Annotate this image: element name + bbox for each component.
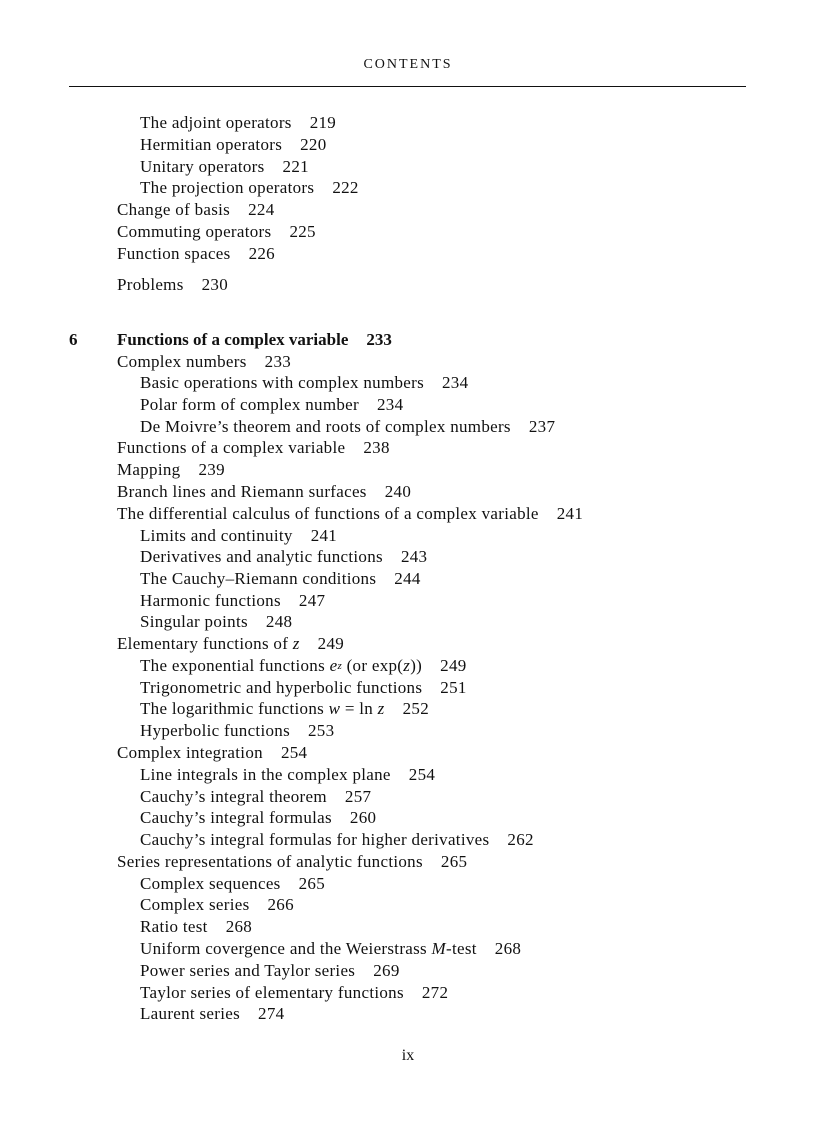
toc-entry [140,178,359,198]
entry-page: 239 [198,460,225,479]
chapter-title: Functions of a complex variable [117,330,349,349]
entry-title: Ratio test [140,917,208,936]
entry-title: Harmonic functions [140,591,281,610]
toc-entry [117,275,228,295]
entry-page: 240 [384,482,412,501]
entry-title: Singular points [140,612,248,631]
toc-entry [140,721,334,741]
entry-page: 233 [264,352,292,371]
entry-title: Unitary operators [140,157,265,176]
toc-entry [117,200,275,220]
toc-entry [140,983,448,1003]
toc-entry [140,678,467,698]
entry-page: 224 [248,200,275,219]
toc-entry [140,569,421,589]
toc-entry [140,699,429,719]
entry-title: Functions of a complex variable [117,438,346,457]
toc-entry [140,612,292,632]
entry-title: Mapping [117,460,181,479]
entry-title: Line integrals in the complex plane [140,765,391,784]
entry-page: 266 [267,895,294,914]
math-variable: z [377,699,385,718]
chapter-number: 6 [69,330,78,349]
entry-page: 247 [298,591,326,610]
entry-page: 244 [394,569,421,588]
entry-title: Branch lines and Riemann surfaces [117,482,367,501]
toc-entry [117,460,225,480]
entry-title: Basic operations with complex numbers [140,373,424,392]
entry-title: Complex series [140,895,250,914]
toc-entry [117,352,291,372]
toc-entry [117,482,411,502]
entry-title-part: )) [410,656,423,675]
entry-page: 249 [440,656,467,675]
toc-entry [140,1004,284,1024]
entry-page: 251 [440,678,467,697]
toc-entry [117,743,307,763]
entry-page: 254 [408,765,436,784]
entry-title: Commuting operators [117,222,272,241]
entry-title: Function spaces [117,244,231,263]
toc-entry [140,591,325,611]
toc-entry [140,808,376,828]
toc-entry [140,395,403,415]
toc-entry [140,830,534,850]
entry-page: 265 [440,852,468,871]
toc-entry [117,504,583,524]
entry-title-part: -test [446,939,477,958]
entry-title: Complex integration [117,743,263,762]
toc-entry [140,373,468,393]
entry-title: De Moivre’s theorem and roots of complex numbers [140,417,511,436]
toc-entry [140,157,309,177]
entry-title: Change of basis [117,200,231,219]
entry-page: 262 [507,830,534,849]
math-variable: z [403,656,411,675]
entry-title: Cauchy’s integral formulas for higher derivatives [140,830,490,849]
math-exponent: z [337,660,343,672]
entry-title: Trigonometric and hyperbolic functions [140,678,423,697]
entry-page: 221 [282,157,309,176]
entry-title: Limits and continuity [140,526,293,545]
entry-page: 265 [298,874,325,893]
entry-title: Uniform covergence and the Weierstrass [140,939,427,958]
entry-title: Cauchy’s integral formulas [140,808,332,827]
entry-title: Complex numbers [117,352,247,371]
chapter-page: 233 [366,330,392,349]
entry-title: Hermitian operators [140,135,283,154]
entry-title: Cauchy’s integral theorem [140,787,327,806]
entry-page: 269 [373,961,400,980]
entry-page: 260 [349,808,377,827]
toc-entry [140,961,400,981]
toc-entry [117,244,275,264]
entry-title: Complex sequences [140,874,281,893]
entry-page: 238 [363,438,390,457]
chapter-heading [117,330,392,350]
page-number: ix [401,1047,415,1064]
entry-title: Elementary functions of [117,634,289,653]
entry-title: The logarithmic functions [140,699,325,718]
toc-entry [140,417,555,437]
toc-entry [117,852,467,872]
toc-entry [140,939,521,959]
entry-title: Derivatives and analytic functions [140,547,383,566]
toc-entry [140,874,325,894]
entry-page: 234 [442,373,469,392]
entry-page: 225 [289,222,316,241]
entry-page: 253 [308,721,335,740]
entry-title: The differential calculus of functions of a complex variable [117,504,539,523]
running-head: CONTENTS [363,57,453,72]
entry-page: 222 [332,178,359,197]
entry-page: 234 [376,395,404,414]
toc-entry [140,113,336,133]
entry-title: Taylor series of elementary functions [140,983,404,1002]
toc-entry [140,917,252,937]
toc-entry [117,438,390,458]
entry-page: 249 [317,634,345,653]
entry-page: 219 [309,113,337,132]
entry-page: 254 [280,743,308,762]
entry-title: Series representations of analytic functions [117,852,423,871]
toc-entry [140,547,427,567]
entry-page: 243 [400,547,428,566]
toc-entry [140,526,337,546]
entry-page: 241 [556,504,584,523]
math-base: e [329,656,338,675]
entry-page: 241 [310,526,338,545]
toc-entry [117,634,344,654]
toc-entry [117,222,316,242]
entry-page: 274 [258,1004,285,1023]
entry-title: Laurent series [140,1004,241,1023]
math-variable: w [328,699,341,718]
entry-title: Problems [117,275,184,294]
entry-page: 268 [225,917,253,936]
entry-title-part: = ln [344,699,374,718]
entry-page: 272 [421,983,449,1002]
entry-page: 226 [248,244,275,263]
math-variable: z [292,634,300,653]
entry-title-part: (or exp( [346,656,404,675]
entry-page: 252 [402,699,429,718]
entry-page: 230 [201,275,229,294]
math-variable: M [431,939,447,958]
entry-page: 248 [265,612,293,631]
entry-page: 268 [494,939,522,958]
entry-title: The exponential functions [140,656,326,675]
toc-entry [140,895,294,915]
toc-entry [140,787,371,807]
toc-entry [140,656,467,676]
header-rule [69,86,746,87]
entry-page: 257 [344,787,372,806]
entry-title: Power series and Taylor series [140,961,356,980]
entry-title: The projection operators [140,178,315,197]
entry-page: 237 [528,417,556,436]
entry-title: The adjoint operators [140,113,292,132]
entry-title: Polar form of complex number [140,395,359,414]
toc-entry [140,135,327,155]
entry-title: The Cauchy–Riemann conditions [140,569,377,588]
entry-page: 220 [300,135,327,154]
toc-entry [140,765,435,785]
entry-title: Hyperbolic functions [140,721,290,740]
